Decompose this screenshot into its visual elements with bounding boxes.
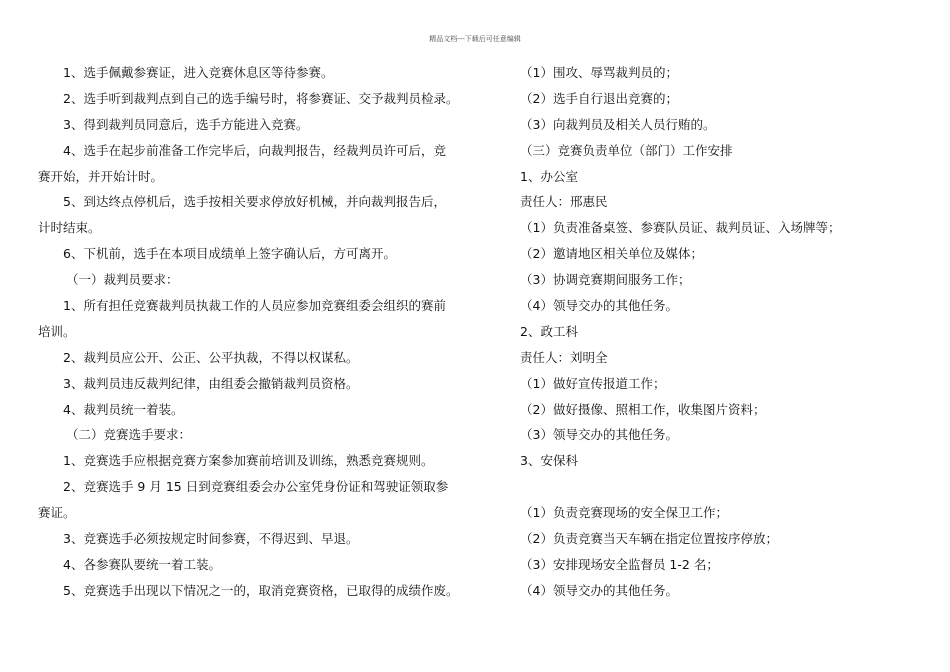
right-line: （3）领导交办的其他任务。 bbox=[520, 427, 678, 443]
right-line: （1）负责竞赛现场的安全保卫工作； bbox=[520, 505, 728, 521]
right-line: （4）领导交办的其他任务。 bbox=[520, 298, 678, 314]
right-line bbox=[520, 474, 940, 500]
right-line: 责任人：刘明全 bbox=[520, 349, 608, 365]
right-line: （1）围攻、辱骂裁判员的； bbox=[520, 65, 678, 80]
right-line: （3）向裁判员及相关人员行贿的。 bbox=[520, 116, 716, 132]
left-line: 2、选手听到裁判点到自己的选手编号时，将参赛证、交予裁判员检录。 bbox=[63, 90, 459, 106]
left-line: （一）裁判员要求： bbox=[66, 272, 179, 288]
left-line: 1、竞赛选手应根据竞赛方案参加赛前培训及训练，熟悉竞赛规则。 bbox=[63, 453, 434, 469]
right-line: （2）邀请地区相关单位及媒体； bbox=[520, 246, 703, 262]
page-header: 精品文档---下载后可任意编辑 bbox=[429, 35, 521, 43]
right-line: （4）领导交办的其他任务。 bbox=[520, 582, 678, 598]
left-line: 2、裁判员应公开、公正、公平执裁，不得以权谋私。 bbox=[63, 349, 359, 365]
right-line: 1、办公室 bbox=[520, 168, 578, 184]
right-line: （1）做好宣传报道工作； bbox=[520, 375, 666, 391]
left-line: 计时结束。 bbox=[38, 220, 101, 236]
right-line: （3）协调竞赛期间服务工作； bbox=[520, 272, 691, 288]
left-line: 培训。 bbox=[38, 323, 76, 339]
left-line: 3、裁判员违反裁判纪律，由组委会撤销裁判员资格。 bbox=[63, 375, 359, 391]
left-line: 赛证。 bbox=[38, 505, 76, 521]
right-line: （2）选手自行退出竞赛的； bbox=[520, 90, 678, 106]
left-line: 4、选手在起步前准备工作完毕后，向裁判报告，经裁判员许可后，竞 bbox=[63, 142, 446, 158]
left-line: 3、竞赛选手必须按规定时间参赛，不得迟到、早退。 bbox=[63, 531, 359, 547]
right-line: 3、安保科 bbox=[520, 453, 578, 469]
right-line: 2、政工科 bbox=[520, 323, 578, 339]
right-line: （2）做好摄像、照相工作，收集图片资料； bbox=[520, 401, 766, 417]
left-line: 1、选手佩戴参赛证，进入竞赛休息区等待参赛。 bbox=[63, 65, 334, 80]
left-line: （二）竞赛选手要求： bbox=[66, 427, 192, 443]
right-line: 责任人：邢惠民 bbox=[520, 194, 608, 210]
left-column bbox=[38, 60, 486, 604]
left-line: 4、各参赛队要统一着工装。 bbox=[63, 556, 221, 572]
left-line: 赛开始，并开始计时。 bbox=[38, 168, 164, 184]
left-line: 5、到达终点停机后，选手按相关要求停放好机械，并向裁判报告后， bbox=[63, 194, 446, 210]
right-line: （1）负责准备桌签、参赛队员证、裁判员证、入场牌等； bbox=[520, 220, 841, 236]
left-line: 3、得到裁判员同意后，选手方能进入竞赛。 bbox=[63, 116, 309, 132]
left-line: 5、竞赛选手出现以下情况之一的，取消竞赛资格，已取得的成绩作废。 bbox=[63, 582, 459, 598]
right-line: （三）竞赛负责单位（部门）工作安排 bbox=[520, 142, 733, 158]
right-line: （3）安排现场安全监督员 1-2 名； bbox=[520, 556, 719, 572]
left-line: 2、竞赛选手 9 月 15 日到竞赛组委会办公室凭身份证和驾驶证领取参 bbox=[63, 479, 449, 495]
right-column bbox=[520, 60, 940, 604]
left-line: 6、下机前，选手在本项目成绩单上签字确认后，方可离开。 bbox=[63, 246, 396, 262]
left-line: 4、裁判员统一着装。 bbox=[63, 401, 184, 417]
right-line: （2）负责竞赛当天车辆在指定位置按序停放； bbox=[520, 531, 778, 547]
left-line: 1、所有担任竞赛裁判员执裁工作的人员应参加竞赛组委会组织的赛前 bbox=[63, 298, 446, 314]
